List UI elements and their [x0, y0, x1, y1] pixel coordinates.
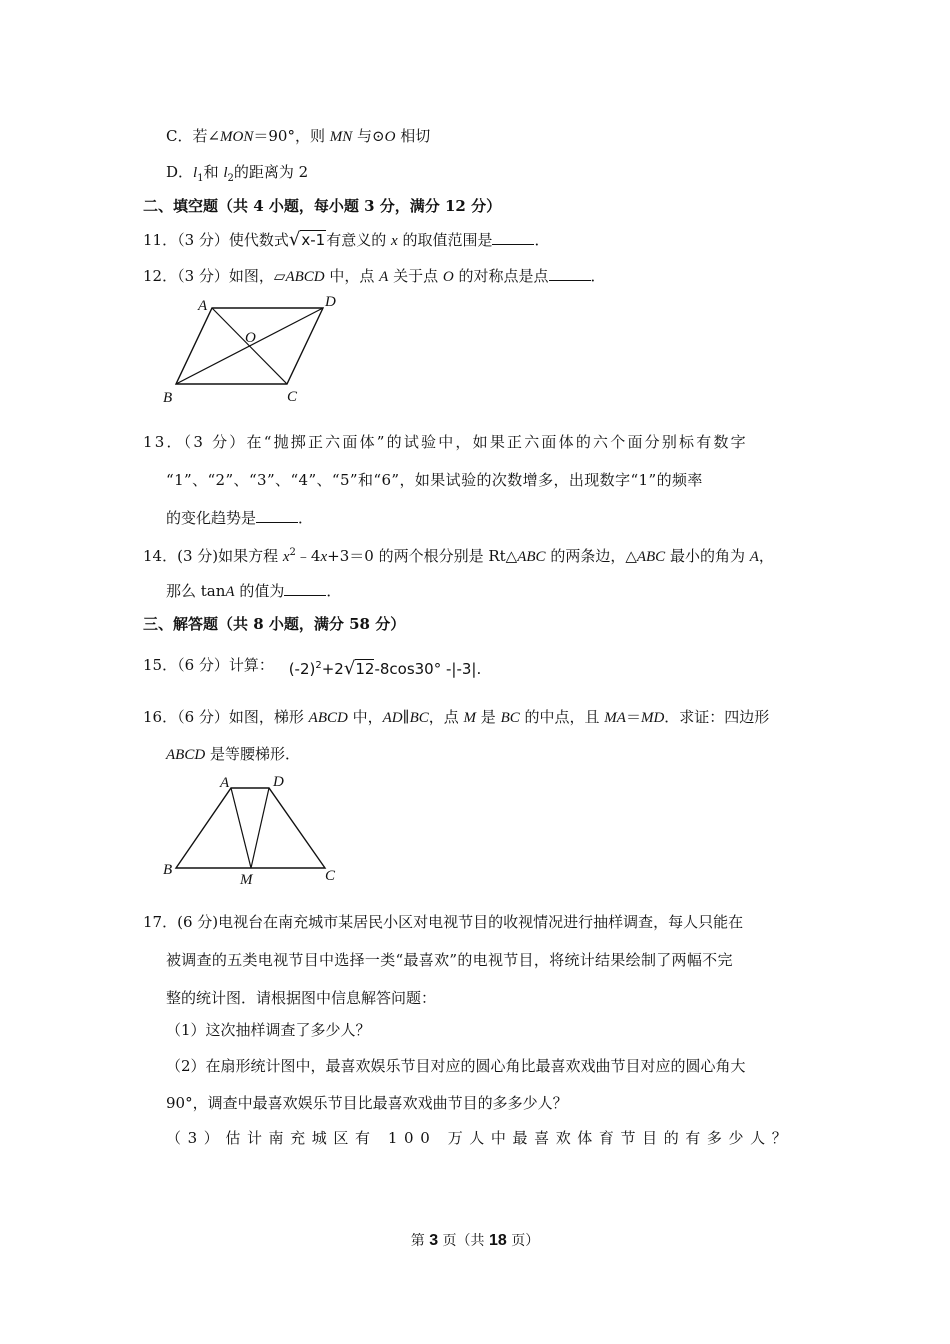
- section-3-title: 三、解答题（共 8 小题，满分 58 分）: [143, 615, 406, 633]
- question-14-line1: 14．(3 分)如果方程 $x^2﹣4x+3=0$ 的两个根分别是 Rt△ABC 的两条边，△ABC 最小的角为 A，: [143, 547, 774, 565]
- answer-blank[interactable]: [284, 581, 326, 596]
- question-17-part3: （3）估计南充城区有 100 万人中最喜欢体育节目的有多少人？: [166, 1129, 794, 1147]
- question-17-line2: 被调查的五类电视节目中选择一类“最喜欢”的电视节目，将统计结果绘制了两幅不完: [166, 951, 733, 969]
- question-12: 12．（3 分）如图，▱ABCD 中，点 A 关于点 O 的对称点是点 ．: [143, 267, 606, 285]
- question-13-line3: 的变化趋势是 ．: [166, 509, 314, 527]
- parallelogram-figure: [155, 290, 355, 410]
- question-16-line1: 16．（6 分）如图，梯形 ABCD 中，AD∥BC，点 M 是 BC 的中点，且 MA＝MD．求证：四边形: [143, 708, 770, 726]
- question-17-part1: （1）这次抽样调查了多少人？: [166, 1021, 371, 1039]
- question-16-line2: ABCD 是等腰梯形．: [166, 745, 300, 763]
- label-a: A: [198, 298, 208, 314]
- label-m: M: [240, 872, 253, 888]
- label-b: B: [163, 390, 173, 406]
- label-a: A: [220, 775, 230, 791]
- segment-ma: [231, 788, 251, 868]
- question-17-line3: 整的统计图．请根据图中信息解答问题：: [166, 989, 437, 1007]
- label-b: B: [163, 862, 173, 878]
- question-15: 15．（6 分）计算： $(-2)^2+2√12-8\cos 30^\circ$ -|-3|.: [143, 656, 482, 679]
- page-number: 3: [429, 1232, 439, 1249]
- answer-blank[interactable]: [256, 508, 298, 523]
- question-14-line2: 那么 tanA 的值为 ．: [166, 582, 342, 600]
- label-d: D: [325, 294, 336, 310]
- sqrt-expression: √x-1: [288, 229, 326, 250]
- question-17-line1: 17．(6 分)电视台在南充城市某居民小区对电视节目的收视情况进行抽样调查，每人只能在: [143, 913, 744, 931]
- label-c: C: [287, 389, 298, 405]
- section-2-title: 二、填空题（共 4 小题，每小题 3 分，满分 12 分）: [143, 197, 502, 215]
- page-footer: 第 3 页（共 18 页）: [410, 1232, 540, 1249]
- question-13-line2: “1”、“2”、“3”、“4”、“5”和“6”，如果试验的次数增多，出现数字“1”的频率: [166, 471, 703, 489]
- question-11: 11．（3 分）使代数式√x-1有意义的 x 的取值范围是 ．: [143, 229, 550, 250]
- question-17-part2-line1: （2）在扇形统计图中，最喜欢娱乐节目对应的圆心角比最喜欢戏曲节目对应的圆心角大: [166, 1057, 746, 1075]
- page-total: 18: [489, 1232, 507, 1249]
- trapezoid-figure: [155, 770, 355, 890]
- diagonal-bd: [176, 308, 323, 384]
- label-c: C: [325, 868, 336, 884]
- label-d: D: [273, 774, 284, 790]
- answer-blank[interactable]: [549, 266, 591, 281]
- answer-blank[interactable]: [492, 230, 534, 245]
- option-d: D．$l_1$和 $l_2$的距离为 2: [166, 163, 309, 184]
- option-c: C．若∠MON＝90°，则 MN 与⊙O 相切: [166, 127, 431, 145]
- label-o: O: [245, 330, 256, 346]
- question-17-part2-line2: 90°，调查中最喜欢娱乐节目比最喜欢戏曲节目的多多少人？: [166, 1094, 568, 1112]
- trapezoid-abcd: [176, 788, 325, 868]
- segment-md: [251, 788, 269, 868]
- question-13-line1: 13．（3 分）在“抛掷正六面体”的试验中，如果正六面体的六个面分别标有数字: [143, 433, 748, 451]
- formula-15: $(-2)^2+2√12-8\cos 30^\circ$ -|-3|.: [288, 658, 482, 679]
